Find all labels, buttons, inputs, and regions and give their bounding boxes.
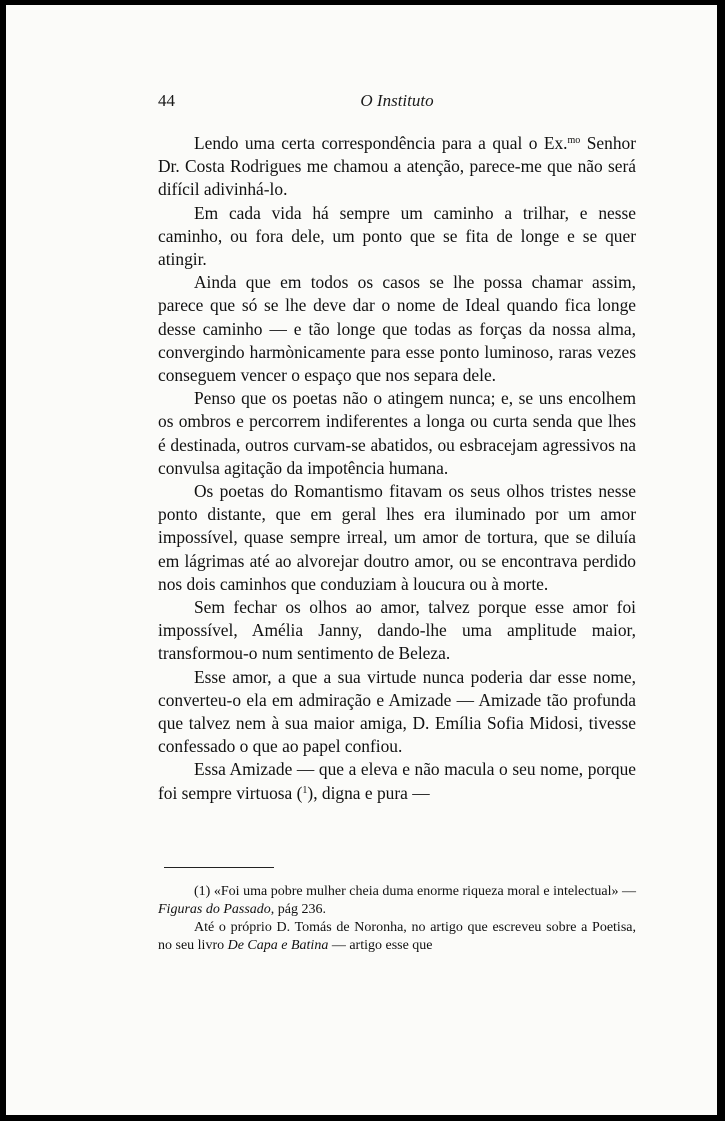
page-number: 44 [158, 91, 175, 110]
running-header [158, 91, 636, 115]
paragraph: Sem fechar os olhos ao amor, talvez porque esse amor foi impossível, Amélia Janny, dando-lhe uma amplitude maior, transformou-o num sentimento de Beleza. [158, 597, 636, 664]
paragraph: Essa Amizade — que a eleva e não macula o seu nome, porque foi sempre virtuosa ($^1$), digna e pura — [158, 759, 636, 803]
footnotes [158, 883, 636, 955]
paragraph: Em cada vida há sempre um caminho a trilhar, e nesse caminho, ou fora dele, um ponto que se fita de longe e se quer atingir. [158, 202, 636, 270]
paragraph: Lendo uma certa correspondência para a qual o Ex.$^{mo}$ Senhor Dr. Costa Rodrigues me chamou a atenção, parece-me que não será difícil adivinhá-lo. [158, 133, 636, 200]
book-page [6, 5, 717, 1115]
paragraph: Os poetas do Romantismo fitavam os seus olhos tristes nesse ponto distante, que em geral lhes era iluminado por um amor impossível, quase sempre irreal, um amor de tortura, que se diluía em lágrimas até ao alvorejar doutro amor, ou se encontrava perdido nos dois caminhos que conduziam à loucura ou à morte. [158, 481, 636, 594]
running-title: O Instituto [360, 91, 434, 110]
paragraph: Penso que os poetas não o atingem nunca; e, se uns encolhem os ombros e percorrem indiferentes a longa ou curta senda que lhes é destinada, outros curvam-se abatidos, ou esbracejam agressivos na convulsa agitação da impotência humana. [158, 388, 636, 478]
superscript: mo [567, 135, 581, 146]
paragraph: Esse amor, a que a sua virtude nunca poderia dar esse nome, converteu-o ela em admiração e Amizade — Amizade tão profunda que talvez nem à sua maior amiga, D. Emília Sofia Midosi, tivesse confessado o que ao papel confiou. [158, 666, 636, 757]
footnote: Até o próprio D. Tomás de Noronha, no artigo que escreveu sobre a Poetisa, no seu livro De Capa e Batina — artigo esse que [158, 920, 636, 953]
footnote-rule [164, 867, 274, 868]
paragraph: Ainda que em todos os casos se lhe possa chamar assim, parece que só se lhe deve dar o nome de Ideal quando fica longe desse caminho — e tão longe que todas as forças da nossa alma, convergindo harmònicamente para esse ponto luminoso, raras vezes conseguem vencer o espaço que nos separa dele. [158, 272, 636, 386]
footnote-marker: 1 [302, 784, 308, 796]
main-text [158, 132, 636, 805]
footnote: (1) «Foi uma pobre mulher cheia duma enorme riqueza moral e intelectual» — Figuras do Passado, pág 236. [158, 884, 636, 917]
